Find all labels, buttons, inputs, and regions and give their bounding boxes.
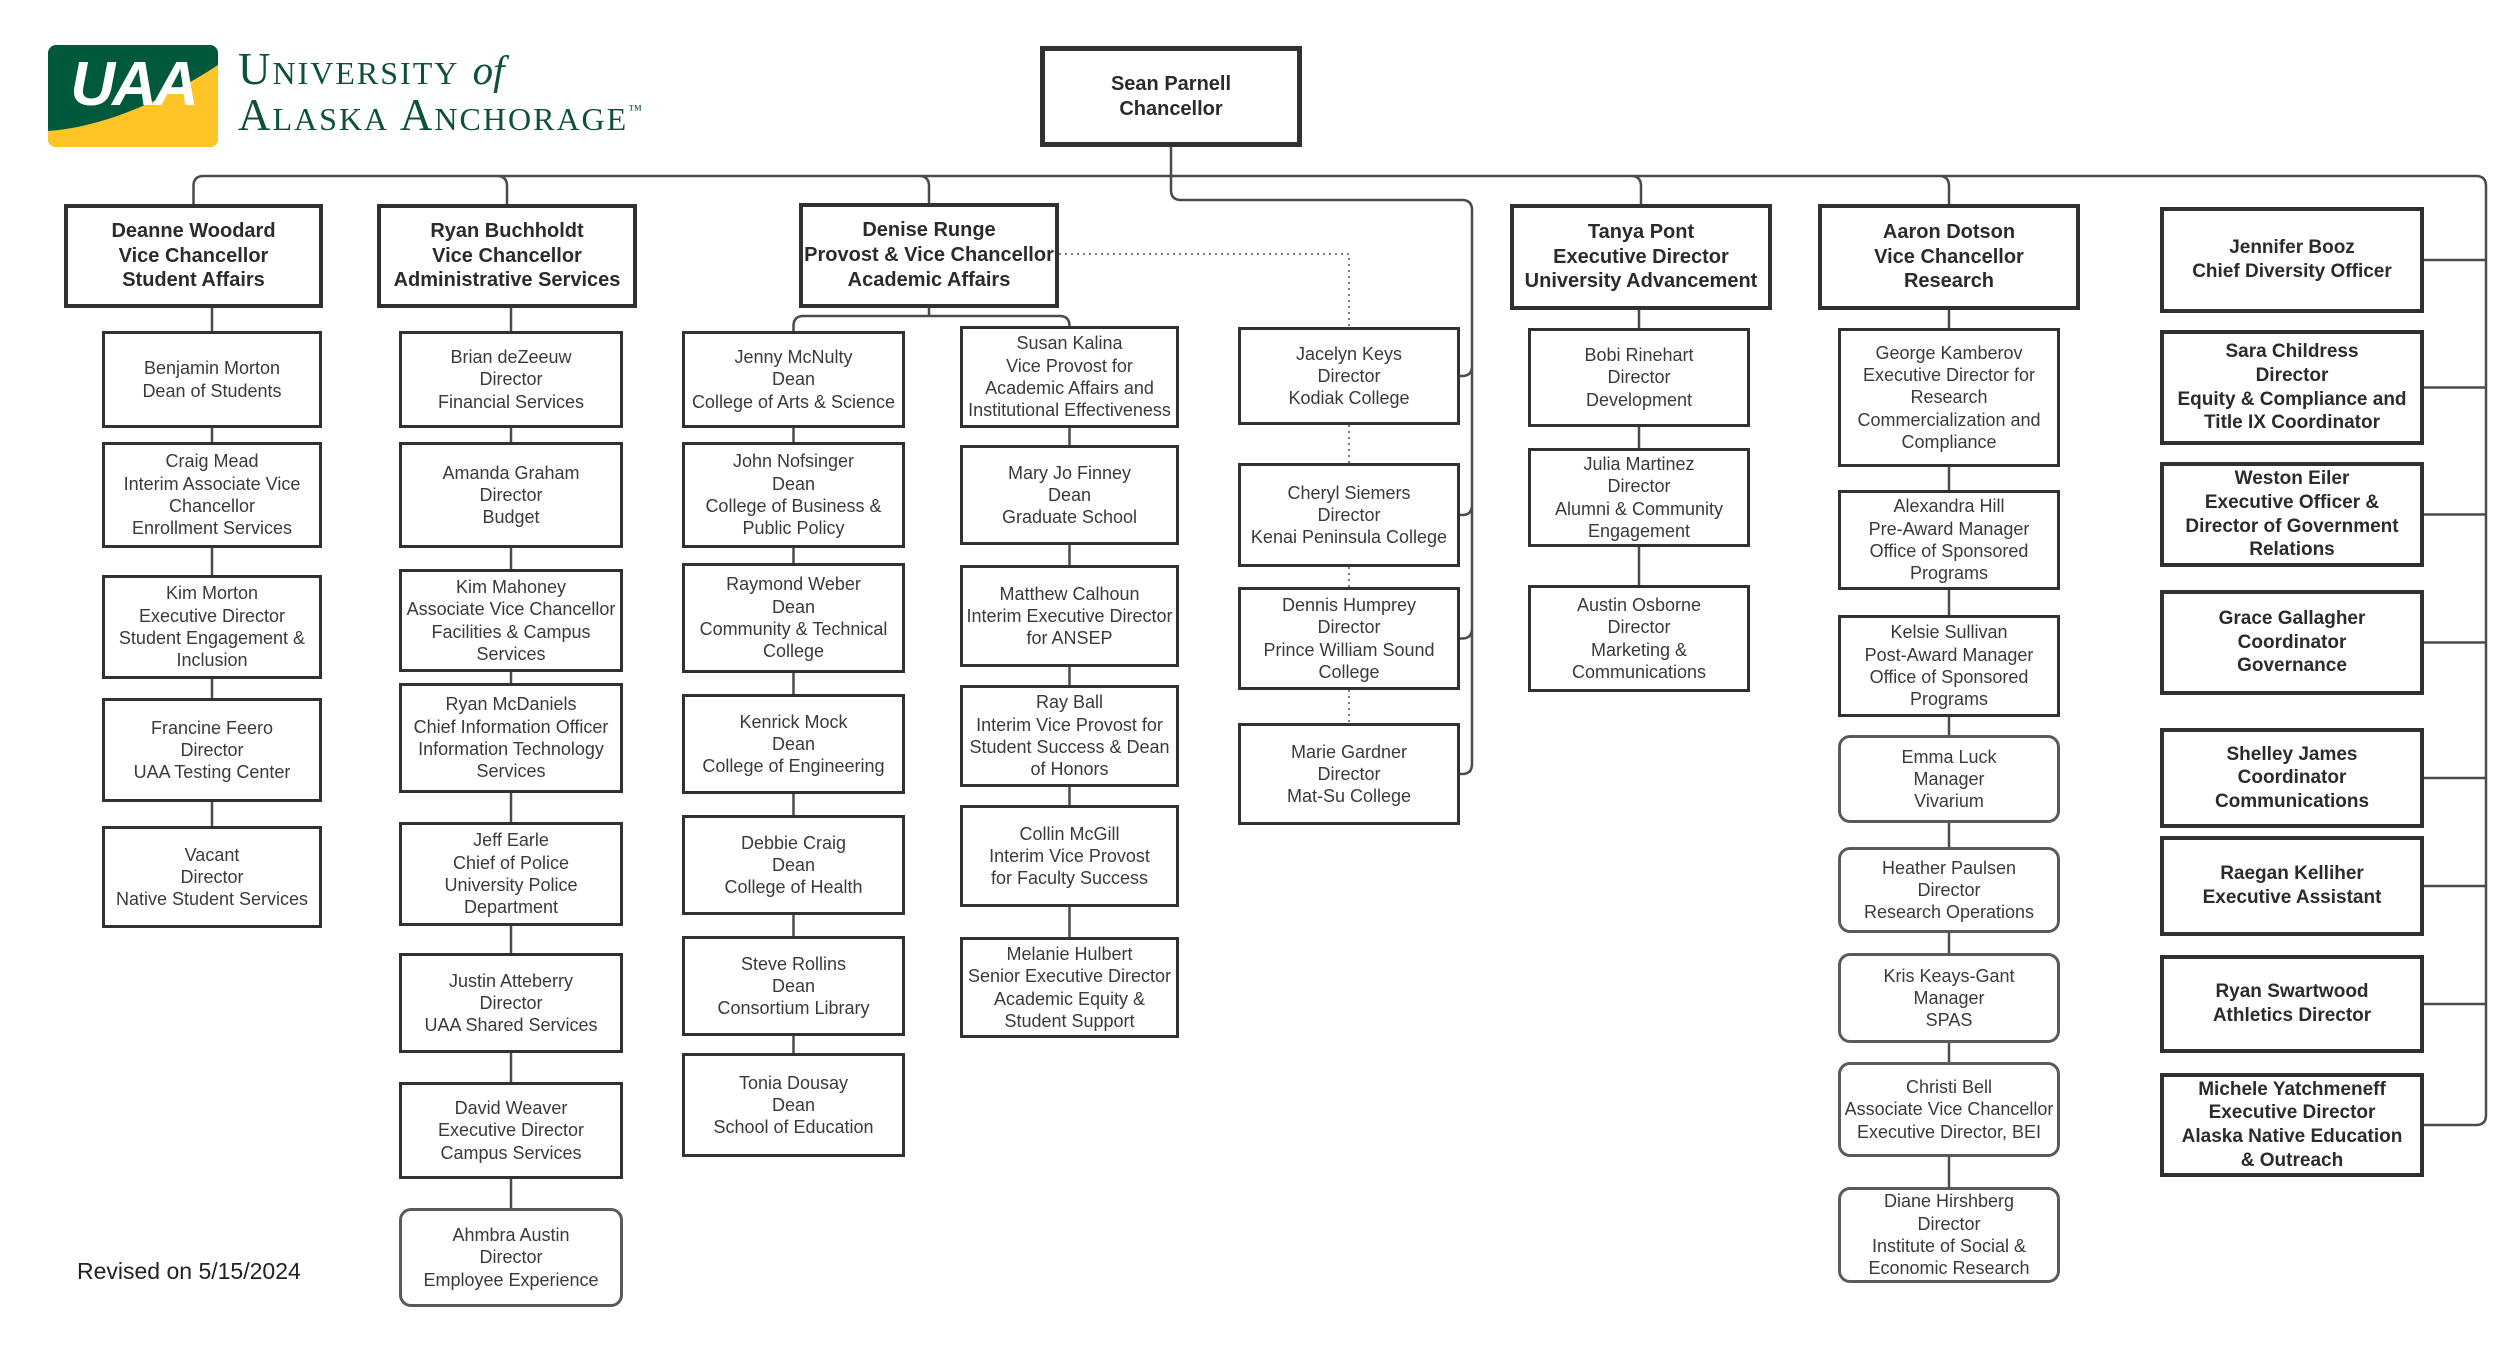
org-box-line: Institute of Social & [1871, 1236, 2027, 1256]
org-box-line: Student Affairs [122, 269, 265, 292]
org-box-sean-parnell [1040, 46, 1302, 147]
org-box-line: Student Support [1004, 1010, 1135, 1031]
org-box-line: Cheryl Siemers [1287, 482, 1411, 503]
org-box-line: Interim Vice Provost [989, 845, 1150, 866]
org-box-benjamin-morton [102, 331, 322, 428]
org-box-kris-keays-gant [1838, 953, 2060, 1043]
org-box-line: Director [479, 1247, 543, 1268]
org-box-line: Coordinator [2237, 767, 2347, 789]
org-box-line: Chief Information Officer [413, 716, 609, 737]
org-box-line: Student Success & Dean [969, 737, 1170, 757]
org-box-kenrick-mock [682, 694, 905, 794]
org-box-line: Kenai Peninsula College [1250, 527, 1448, 548]
org-box-line: Development [1585, 389, 1693, 410]
org-box-line: for ANSEP [1026, 628, 1113, 649]
org-box-brian-dezeeuw [399, 331, 623, 428]
org-box-line: Director [1317, 763, 1381, 784]
org-box-line: Academic Equity & [993, 988, 1146, 1009]
org-box-line: Director [1317, 365, 1381, 386]
org-box-line: Employee Experience [423, 1269, 599, 1290]
org-box-line: Director [479, 992, 543, 1013]
org-box-line: Alexandra Hill [1893, 496, 2005, 517]
org-box-line: Director of Government [2185, 515, 2399, 537]
org-box-line: Facilities & Campus [431, 621, 591, 642]
org-box-susan-kalina [960, 326, 1179, 428]
org-box-line: Provost & Vice Chancellor [804, 244, 1054, 267]
org-box-line: Athletics Director [2212, 1005, 2372, 1026]
org-box-line: Vice Chancellor [1874, 245, 2024, 268]
org-box-line: Inclusion [176, 650, 248, 671]
org-box-line: Julia Martinez [1583, 453, 1695, 474]
org-box-line: Kris Keays-Gant [1883, 965, 2015, 986]
org-box-weston-eiler [2160, 462, 2424, 567]
org-box-line: Academic Affairs [847, 268, 1011, 291]
org-box-line: Engagement [1587, 520, 1691, 541]
org-box-bobi-rinehart [1528, 328, 1750, 427]
org-box-marie-gardner [1238, 723, 1460, 825]
org-box-line: Matthew Calhoun [999, 583, 1140, 604]
org-box-line: Enrollment Services [131, 518, 293, 539]
org-box-line: Ahmbra Austin [452, 1225, 570, 1246]
logo-line1-main: University [238, 44, 460, 94]
org-box-line: Student Engagement & [118, 628, 306, 648]
org-box-aaron-dotson [1818, 204, 2080, 310]
org-box-line: Executive Director [138, 605, 286, 626]
org-box-ahmbra-austin [399, 1208, 623, 1307]
org-box-heather-paulsen [1838, 847, 2060, 933]
org-box-line: Associate Vice Chancellor [406, 599, 616, 620]
org-box-line: Dean [771, 854, 816, 875]
org-box-george-kamberov [1838, 328, 2060, 467]
org-box-line: Information Technology [418, 739, 604, 759]
org-box-line: Budget [482, 507, 540, 528]
org-box-line: Manager [1913, 987, 1985, 1008]
org-box-line: Services [476, 761, 546, 782]
org-box-line: Craig Mead [165, 451, 259, 472]
org-box-line: College of Health [724, 877, 863, 898]
org-box-line: Tanya Pont [1587, 220, 1695, 243]
org-box-line: Interim Vice Provost for [976, 714, 1163, 735]
org-box-line: Raymond Weber [726, 574, 861, 595]
org-box-line: Jacelyn Keys [1295, 343, 1403, 364]
org-box-line: Bobi Rinehart [1584, 345, 1694, 366]
org-box-line: Justin Atteberry [448, 970, 574, 991]
org-box-mary-jo-finney [960, 445, 1179, 545]
org-box-line: Steve Rollins [740, 953, 847, 974]
org-box-line: Weston Eiler [2234, 468, 2350, 490]
org-box-kelsie-sullivan [1838, 615, 2060, 717]
org-box-ryan-buchholdt [377, 204, 637, 308]
org-box-line: Diane Hirshberg [1883, 1191, 2015, 1212]
org-box-line: Community & Technical [699, 619, 888, 639]
org-box-line: Dean [771, 369, 816, 390]
org-box-line: Executive Director [2208, 1102, 2376, 1124]
org-box-jacelyn-keys [1238, 327, 1460, 425]
org-box-line: George Kamberov [1875, 342, 2023, 363]
org-box-line: Heather Paulsen [1881, 857, 2017, 878]
org-box-line: Austin Osborne [1576, 594, 1702, 615]
org-box-line: Kim Morton [165, 583, 259, 604]
org-box-justin-atteberry [399, 953, 623, 1053]
org-box-line: Communications [1571, 661, 1707, 682]
org-box-line: Brian deZeeuw [450, 347, 572, 368]
org-box-line: of Honors [1030, 759, 1109, 780]
org-box-line: Mat-Su College [1286, 786, 1412, 807]
org-box-line: Jeff Earle [473, 830, 549, 851]
revision-date-label: Revised on 5/15/2024 [77, 1258, 301, 1284]
org-box-line: Dean [771, 1094, 816, 1115]
org-box-line: Director [1607, 617, 1671, 638]
logo-line1-of: of [472, 47, 505, 93]
org-box-line: Office of Sponsored [1869, 541, 2029, 561]
org-box-line: College [1318, 661, 1380, 682]
org-box-line: Interim Associate Vice [123, 473, 301, 494]
org-box-line: Grace Gallagher [2218, 608, 2366, 630]
org-box-line: Chancellor [168, 496, 256, 516]
org-box-melanie-hulbert [960, 937, 1179, 1038]
org-box-denise-runge [799, 203, 1059, 308]
org-box-kim-mahoney [399, 569, 623, 672]
org-box-line: Director [479, 369, 543, 390]
org-box-line: Department [463, 897, 559, 918]
org-box-line: University Advancement [1524, 270, 1758, 293]
org-box-line: Jennifer Booz [2229, 237, 2355, 259]
org-box-cheryl-siemers [1238, 463, 1460, 567]
org-box-kim-morton [102, 575, 322, 679]
org-box-line: Coordinator [2237, 631, 2347, 653]
org-box-line: Governance [2237, 655, 2347, 677]
org-box-line: David Weaver [454, 1098, 568, 1119]
org-box-matthew-calhoun [960, 565, 1179, 667]
org-box-line: Sara Childress [2225, 341, 2359, 363]
org-box-line: Vice Chancellor [118, 244, 269, 267]
org-box-line: Executive Director [1553, 245, 1729, 268]
org-box-line: Dean [771, 975, 816, 996]
org-box-line: Commercialization and [1857, 409, 2041, 430]
org-box-line: Services [476, 643, 546, 664]
org-box-alexandra-hill [1838, 490, 2060, 590]
org-box-line: Ryan Buchholdt [430, 219, 584, 242]
org-box-line: Financial Services [437, 391, 585, 412]
org-box-line: Native Student Services [115, 889, 309, 910]
org-box-line: Kelsie Sullivan [1890, 622, 2008, 643]
org-box-line: Graduate School [1001, 507, 1138, 528]
org-box-line: Tonia Dousay [738, 1072, 849, 1093]
org-box-line: Raegan Kelliher [2220, 863, 2364, 885]
org-box-line: Research [1903, 270, 1995, 293]
org-box-line: for Faculty Success [990, 868, 1149, 889]
org-box-craig-mead [102, 442, 322, 548]
org-box-tonia-dousay [682, 1053, 905, 1157]
org-box-line: Manager [1913, 768, 1985, 789]
org-box-grace-gallagher [2160, 590, 2424, 695]
org-box-jenny-mcnulty [682, 331, 905, 428]
org-box-line: Economic Research [1868, 1258, 2030, 1279]
org-box-raegan-kelliher [2160, 836, 2424, 936]
org-box-line: Emma Luck [1901, 746, 1997, 767]
org-box-david-weaver [399, 1082, 623, 1179]
org-box-austin-osborne [1528, 585, 1750, 692]
org-box-line: Dean [771, 596, 816, 617]
org-box-line: UAA Shared Services [424, 1015, 598, 1036]
org-box-line: Director [180, 739, 244, 760]
org-box-line: Executive Assistant [2202, 887, 2382, 908]
org-box-line: Dean [771, 733, 816, 754]
org-box-line: Director [1317, 617, 1381, 638]
org-box-line: Aaron Dotson [1882, 220, 2016, 243]
org-box-line: Dean of Students [142, 380, 282, 401]
org-box-line: College of Business & [705, 496, 882, 516]
org-box-line: Administrative Services [393, 269, 621, 292]
org-box-line: Compliance [1901, 431, 1997, 452]
org-box-line: Communications [2214, 790, 2370, 812]
org-box-line: SPAS [1925, 1010, 1973, 1031]
org-box-ray-ball [960, 685, 1179, 787]
org-box-line: Consortium Library [717, 998, 870, 1019]
org-box-line: Director [1317, 504, 1381, 525]
org-box-line: Director [2255, 364, 2329, 386]
org-box-ryan-mcdaniels [399, 683, 623, 793]
org-box-line: Shelley James [2226, 743, 2358, 765]
org-box-line: Interim Executive Director [966, 605, 1173, 626]
org-box-julia-martinez [1528, 448, 1750, 547]
org-box-line: Post-Award Manager [1864, 644, 2034, 665]
org-box-line: Michele Yatchmeneff [2198, 1078, 2386, 1100]
org-box-line: Vice Chancellor [432, 244, 582, 267]
org-box-line: Vice Provost for [1006, 355, 1133, 376]
org-box-line: UAA Testing Center [133, 762, 291, 783]
org-box-line: Deanne Woodard [111, 219, 276, 242]
org-box-line: Executive Director for [1862, 365, 2036, 386]
org-box-line: Executive Officer & [2204, 491, 2380, 513]
org-box-tanya-pont [1510, 204, 1772, 310]
org-box-line: Debbie Craig [740, 832, 847, 853]
org-box-line: Collin McGill [1019, 823, 1120, 844]
org-box-ryan-swartwood [2160, 955, 2424, 1053]
org-box-line: Executive Director, BEI [1856, 1121, 2042, 1142]
org-box-collin-mcgill [960, 805, 1179, 907]
org-box-line: Director [1607, 476, 1671, 497]
org-box-jeff-earle [399, 822, 623, 926]
org-box-vacant-native-student-services [102, 826, 322, 928]
org-box-line: Executive Director [437, 1120, 585, 1141]
org-box-john-nofsinger [682, 442, 905, 548]
org-box-francine-feero [102, 698, 322, 802]
org-box-line: Office of Sponsored [1869, 667, 2029, 687]
org-box-line: Ray Ball [1035, 692, 1104, 713]
org-box-line: Dean [771, 473, 816, 494]
org-box-line: Amanda Graham [442, 462, 580, 483]
org-box-christi-bell [1838, 1062, 2060, 1157]
org-box-line: Marketing & [1590, 639, 1688, 660]
org-box-line: Associate Vice Chancellor [1844, 1099, 2054, 1120]
org-box-line: Denise Runge [862, 219, 996, 242]
org-box-diane-hirshberg [1838, 1187, 2060, 1283]
org-box-line: Academic Affairs and [985, 378, 1154, 398]
org-box-line: College of Arts & Science [691, 391, 896, 412]
org-box-line: Alumni & Community [1554, 498, 1724, 519]
org-box-line: Senior Executive Director [967, 966, 1172, 987]
org-box-line: Melanie Hulbert [1006, 943, 1133, 964]
org-box-amanda-graham [399, 442, 623, 548]
org-box-line: Pre-Award Manager [1868, 518, 2030, 539]
org-box-line: Research Operations [1863, 902, 2035, 923]
org-box-line: Director [1917, 879, 1981, 900]
org-box-dennis-humprey [1238, 587, 1460, 690]
org-box-line: Prince William Sound [1263, 639, 1435, 660]
org-box-emma-luck [1838, 735, 2060, 823]
org-box-line: University Police [444, 875, 578, 895]
org-box-line: Christi Bell [1905, 1077, 1993, 1098]
org-box-sara-childress [2160, 330, 2424, 445]
org-box-line: & Outreach [2240, 1149, 2344, 1171]
org-box-line: Kodiak College [1288, 388, 1410, 409]
uaa-logo-acronym: UAA [70, 50, 196, 119]
logo-line2-main: Alaska Anchorage [238, 89, 629, 140]
org-box-michele-yatchmeneff [2160, 1073, 2424, 1177]
org-box-raymond-weber [682, 563, 905, 673]
org-box-line: Marie Gardner [1290, 741, 1408, 762]
org-box-line: Susan Kalina [1016, 333, 1123, 354]
org-box-line: Chancellor [1119, 97, 1223, 120]
org-box-line: Campus Services [440, 1142, 582, 1163]
org-box-line: Director [1607, 367, 1671, 388]
org-box-line: College [762, 641, 825, 662]
org-box-line: Institutional Effectiveness [968, 400, 1171, 421]
org-box-debbie-craig [682, 815, 905, 915]
org-box-line: Kim Mahoney [455, 576, 567, 597]
org-box-line: Kenrick Mock [739, 711, 848, 732]
org-box-line: Director [180, 866, 244, 887]
org-box-line: Ryan McDaniels [445, 694, 577, 715]
logo-trademark: ™ [628, 102, 642, 118]
org-box-line: Public Policy [742, 518, 845, 539]
org-box-deanne-woodard [64, 204, 323, 308]
org-box-line: Title IX Coordinator [2204, 412, 2380, 434]
org-box-line: Benjamin Morton [143, 358, 281, 379]
org-box-shelley-james [2160, 728, 2424, 828]
org-box-line: Research [1910, 387, 1988, 408]
org-box-line: Relations [2249, 539, 2335, 561]
org-box-line: Director [1917, 1213, 1981, 1234]
org-box-line: Vivarium [1914, 791, 1984, 812]
org-box-line: School of Education [713, 1117, 874, 1138]
org-box-line: Jenny McNulty [734, 347, 853, 368]
org-box-line: Sean Parnell [1110, 72, 1232, 95]
org-box-line: Dean [1047, 484, 1092, 505]
org-box-line: John Nofsinger [732, 451, 855, 472]
org-box-jennifer-booz [2160, 207, 2424, 313]
org-box-line: Programs [1909, 563, 1989, 584]
org-box-line: Ryan Swartwood [2215, 981, 2369, 1003]
org-box-line: Mary Jo Finney [1007, 462, 1132, 483]
org-box-line: Chief of Police [452, 852, 570, 873]
org-box-line: Equity & Compliance and [2177, 388, 2407, 410]
org-box-line: Francine Feero [150, 717, 274, 738]
org-box-line: Director [479, 484, 543, 505]
org-box-steve-rollins [682, 936, 905, 1036]
org-box-line: Chief Diversity Officer [2192, 261, 2392, 282]
org-box-line: Vacant [184, 844, 240, 865]
org-box-line: Dennis Humprey [1281, 594, 1417, 615]
org-box-line: College of Engineering [702, 756, 885, 777]
org-box-line: Alaska Native Education [2181, 1126, 2403, 1147]
org-box-line: Programs [1909, 689, 1989, 710]
